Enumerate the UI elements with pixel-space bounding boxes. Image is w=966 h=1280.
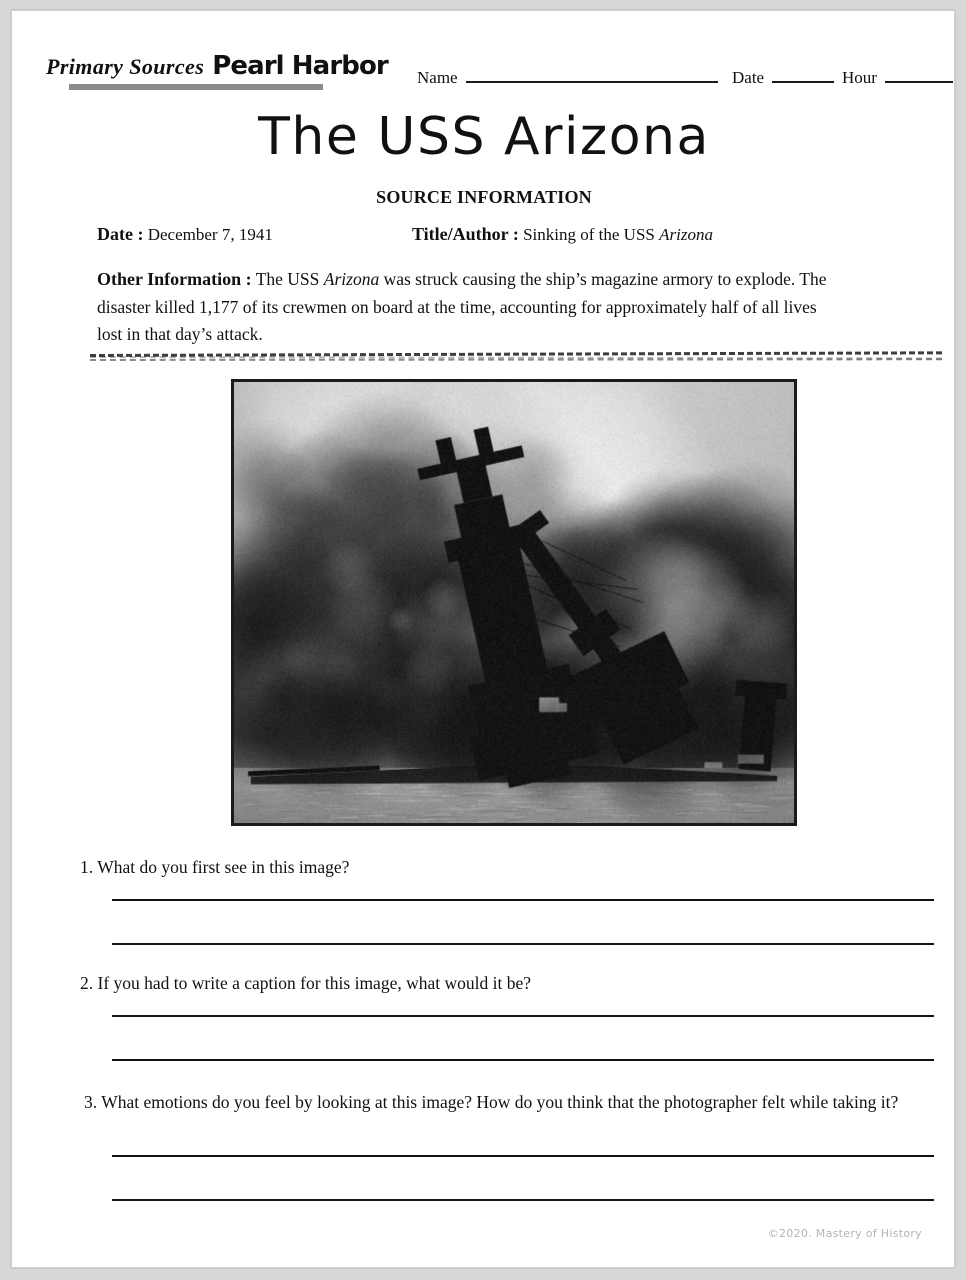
question-2-block [12,970,955,997]
date-field[interactable] [732,68,834,88]
brand-lockup [46,51,388,81]
copyright-notice: ©2020. Mastery of History [767,1227,922,1240]
uss-arizona-photo-canvas [234,382,794,823]
question-3-number: 3. [84,1092,98,1112]
name-field[interactable] [417,68,718,88]
brand-topic-label: Pearl Harbor [212,51,388,81]
brand-primary-label: Primary Sources [46,54,205,79]
question-1-block [12,854,955,881]
question-2-text [80,970,955,997]
name-field-rule[interactable] [466,69,718,83]
source-date-key: Date : [97,224,144,244]
question-1-prompt: What do you first see in this image? [97,857,350,877]
question-1-answer-line-2[interactable] [112,943,934,945]
date-field-label: Date [732,68,765,87]
hour-field-label: Hour [842,68,877,87]
worksheet-page [11,10,955,1268]
name-field-label: Name [417,68,458,87]
question-2-answer-line-2[interactable] [112,1059,934,1061]
other-information-ship-name: Arizona [323,269,380,289]
question-1-number: 1. [80,857,94,877]
source-title-author-value: Sinking of the USS [523,225,660,244]
question-1-text [80,854,955,881]
source-title-author-key: Title/Author : [412,224,519,244]
source-title-author [412,224,713,245]
question-2-answer-line-1[interactable] [112,1015,934,1017]
question-2-number: 2. [80,973,94,993]
source-date [97,224,273,245]
other-information-text-part2: was struck causing the ship’s magazine armory to explode. The disaster killed 1,177 of its crewmen on board at the time, accounting for approximately half of all lives lost in that day’s attack. [97,269,827,345]
other-information-paragraph [97,265,837,349]
question-3-prompt: What emotions do you feel by looking at this image? How do you think that the photographer felt while taking it? [101,1092,899,1112]
page-title: The USS Arizona [258,107,710,167]
hour-field-rule[interactable] [885,69,953,83]
other-information-key: Other Information : [97,269,252,289]
hour-field[interactable] [842,68,953,88]
question-3-answer-line-2[interactable] [112,1199,934,1201]
question-3-block [12,1089,955,1116]
source-meta-row [97,224,887,250]
worksheet-header [12,11,955,95]
source-information-heading: SOURCE INFORMATION [376,187,592,207]
source-title-author-ship-name: Arizona [659,225,713,244]
dashed-cut-divider [90,349,942,365]
primary-source-photo [231,379,797,826]
date-field-rule[interactable] [772,69,834,83]
question-3-text [84,1089,902,1116]
question-3-answer-line-1[interactable] [112,1155,934,1157]
question-1-answer-line-1[interactable] [112,899,934,901]
brand-underline-bar [69,84,323,90]
source-date-value: December 7, 1941 [147,225,273,244]
other-information-text-part1: The USS [251,269,324,289]
question-2-prompt: If you had to write a caption for this image, what would it be? [97,973,531,993]
